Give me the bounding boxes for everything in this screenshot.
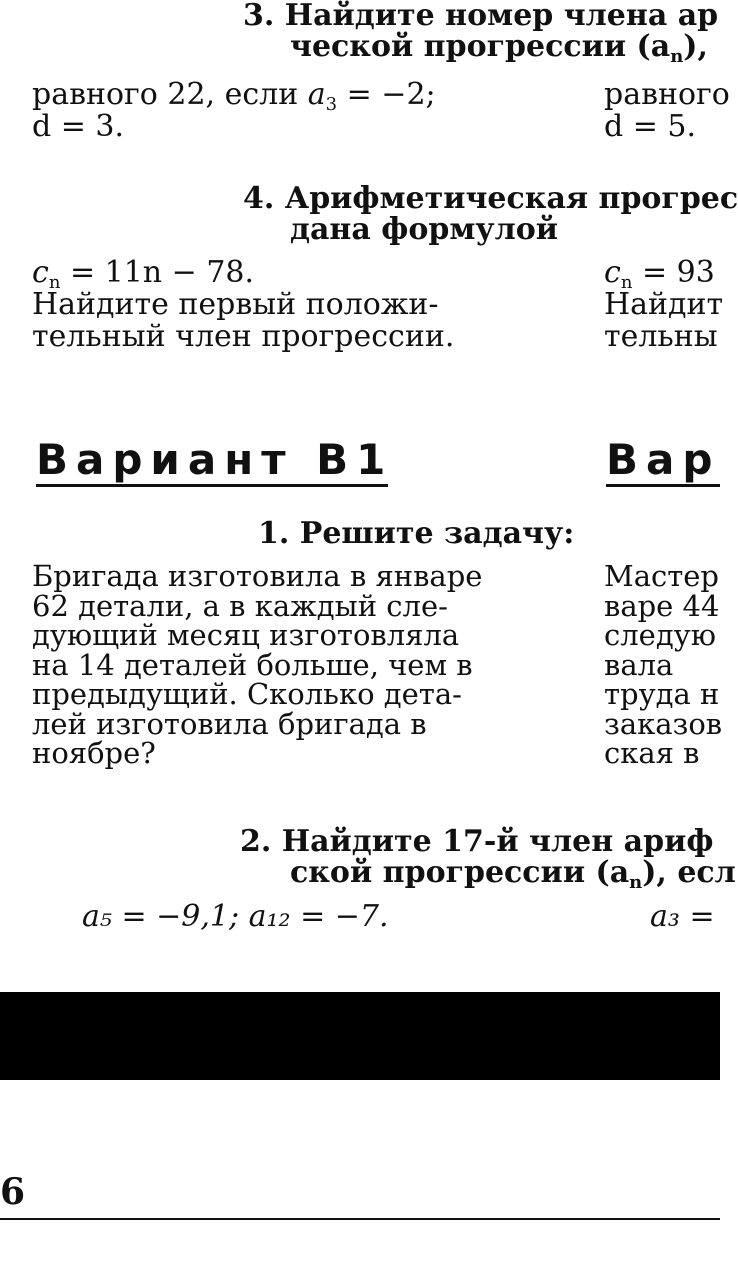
footer-rule — [0, 1218, 720, 1220]
section4-right-formula: $c_n = 93$ — [604, 255, 715, 293]
variant-b1-title: Вариант В1 — [36, 435, 394, 484]
scan-black-band — [0, 992, 720, 1080]
variant-b2-underline — [606, 484, 720, 487]
variant-b2-title: Вар — [606, 435, 721, 484]
section3-right-line1: равного — [604, 77, 730, 112]
page-number: 6 — [0, 1171, 26, 1213]
section3-left-line2: d = 3. — [32, 109, 125, 144]
task2-header-line1: 2. Найдите 17-й член ариф — [240, 824, 714, 859]
section4-right-line3: тельны — [604, 319, 718, 354]
task1-header: 1. Решите задачу: — [258, 516, 575, 551]
task1-left-text: Бригада изготовила в январе 62 детали, а в каждый сле- дующий месяц изготовляла на 14 деталей больше, чем в предыдущий. Сколько дета- лей изготовила бригада в ноябре? — [32, 559, 483, 770]
section4-header-line2: дана формулой — [290, 212, 558, 247]
task1-right-text: Мастер варе 44 следую вала труда н заказов ская в — [604, 559, 723, 770]
task2-left-formula: a₅ = −9,1; a₁₂ = −7. — [82, 899, 389, 934]
variant-b1-underline — [36, 484, 388, 487]
task2-right-formula: a₃ = — [650, 899, 715, 934]
section4-right-line2: Найдит — [604, 287, 724, 322]
section4-left-line2: Найдите первый положи- — [32, 287, 439, 322]
task2-header-line2: ской прогрессии $(a_n)$, есл — [290, 855, 736, 893]
section3-left-line1: равного 22, если $a_3 = -2$; — [32, 77, 436, 115]
section4-left-formula: $c_n = 11n - 78$. — [32, 255, 255, 293]
section3-header-line1: 3. Найдите номер члена ар — [243, 0, 719, 33]
section3-right-line2: d = 5. — [604, 109, 697, 144]
section4-header-line1: 4. Арифметическая прогрес — [243, 181, 738, 216]
section4-left-line3: тельный член прогрессии. — [32, 319, 455, 354]
section3-header-line2: ческой прогрессии $(a_n)$, — [290, 29, 708, 67]
